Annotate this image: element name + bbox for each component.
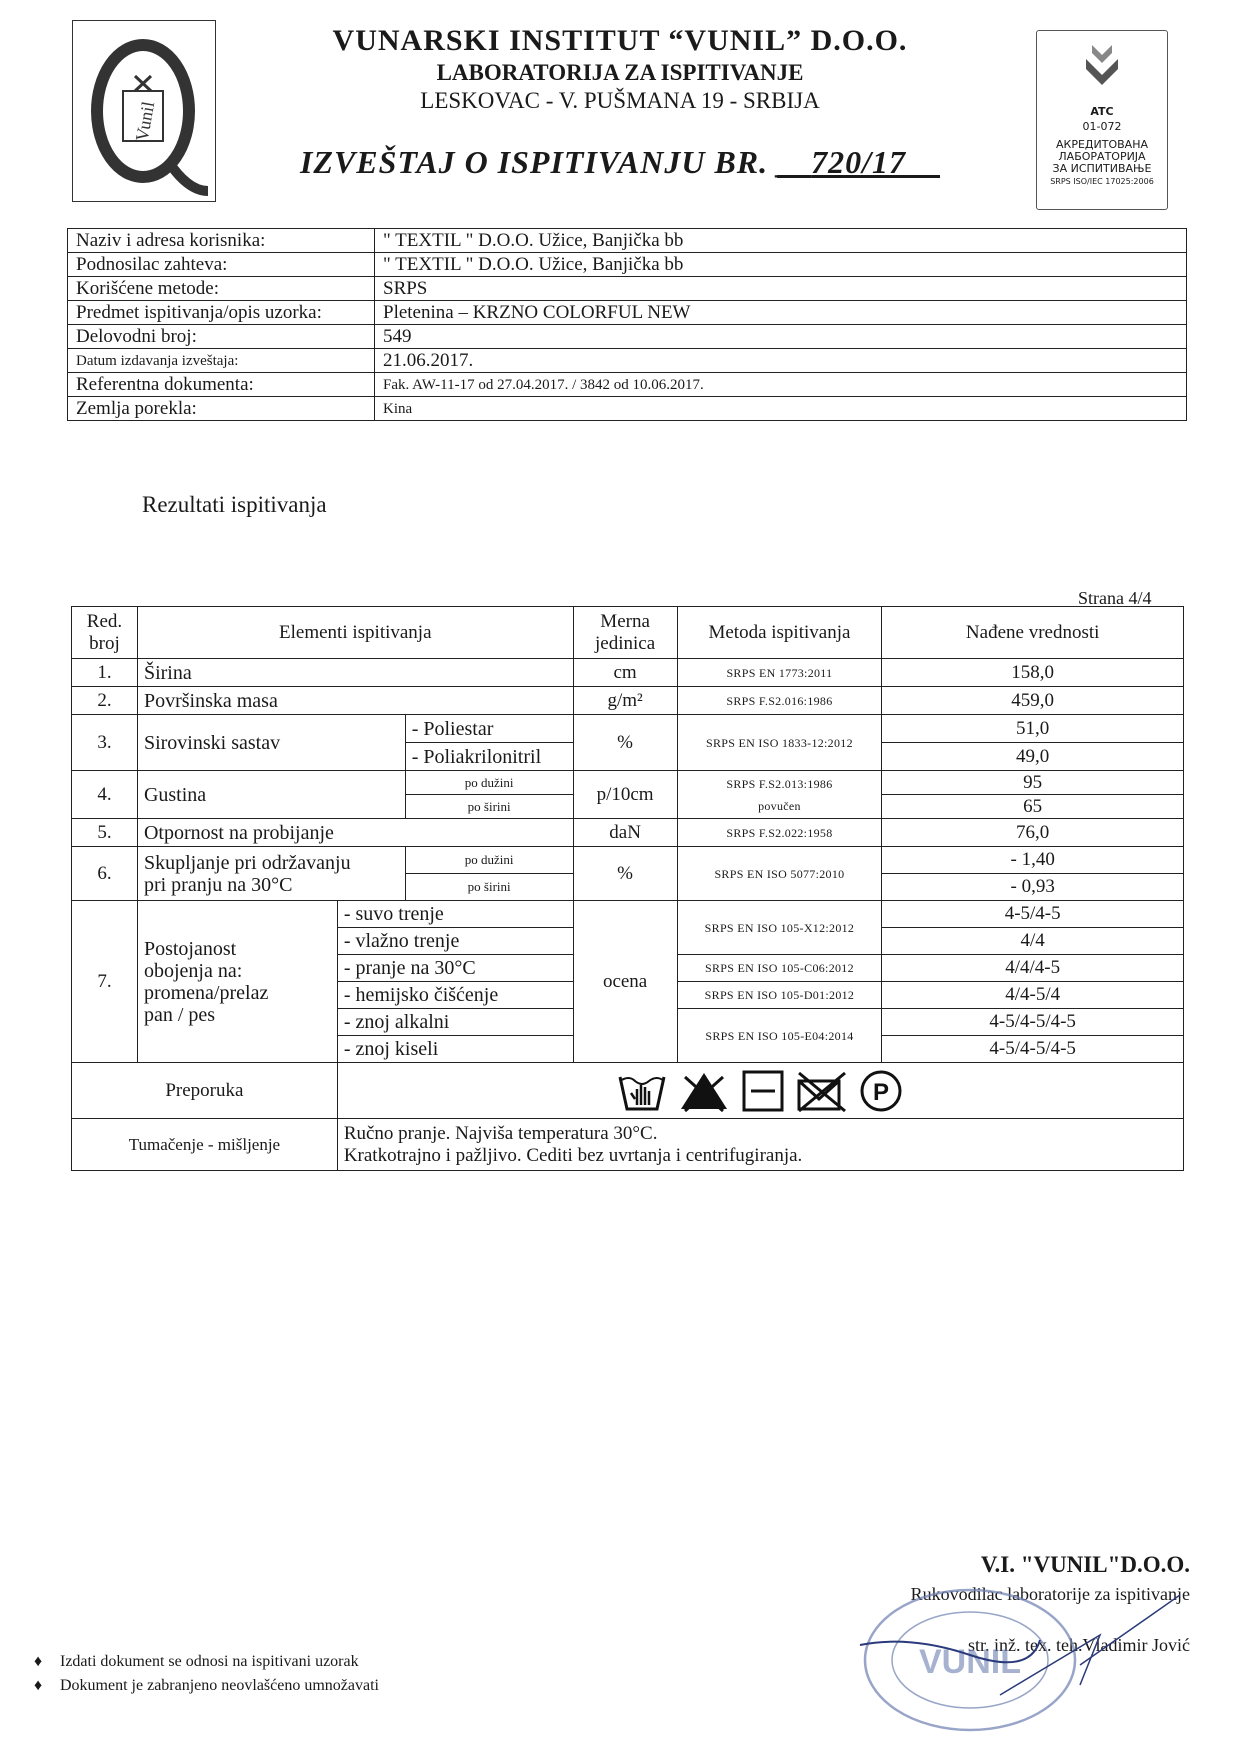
- table-row: 5. Otpornost na probijanje daN SRPS F.S2.022:1958 76,0: [72, 819, 1184, 847]
- table-row: 6. Skupljanje pri održavanju pri pranju na 30°C po dužini % SRPS EN ISO 5077:2010 - 1,40: [72, 847, 1184, 874]
- results-heading: Rezultati ispitivanja: [142, 492, 327, 517]
- svg-text:Vunil: Vunil: [131, 99, 159, 143]
- care-symbols-cell: [337, 1063, 1183, 1119]
- report-number: __720/17__: [777, 144, 941, 180]
- dry-flat-icon: [741, 1069, 785, 1113]
- atc-logo-icon: [1082, 39, 1122, 95]
- table-row: 7. Postojanost obojenja na: promena/prelaz pan / pes - suvo trenje ocena SRPS EN ISO 105-X12:2012 4-5/4-5: [72, 901, 1184, 928]
- info-row: Naziv i adresa korisnika: " TEXTIL " D.O.O. Užice, Banjička bb: [68, 229, 1187, 253]
- footer-note: ♦ Dokument je zabranjeno neovlašćeno umnožavati: [34, 1677, 379, 1694]
- col-unit-header: Merna jedinica: [573, 607, 677, 659]
- signature-role: Rukovodilac laboratorije za ispitivanje: [910, 1584, 1190, 1604]
- table-row: - znoj alkalni SRPS EN ISO 105-E04:2014 4-5/4-5/4-5: [72, 1009, 1184, 1036]
- table-row: 4. Gustina po dužini p/10cm SRPS F.S2.013:1986 povučen 95: [72, 771, 1184, 795]
- vunil-logo: [72, 20, 216, 202]
- institute-address: LESKOVAC - V. PUŠMANA 19 - SRBIJA: [420, 88, 820, 113]
- info-row: Zemlja porekla: Kina: [68, 397, 1187, 421]
- table-row: po širini 65: [72, 795, 1184, 819]
- table-row: - hemijsko čišćenje SRPS EN ISO 105-D01:2012 4/4-5/4: [72, 982, 1184, 1009]
- table-row: - Poliakrilonitril 49,0: [72, 743, 1184, 771]
- page-number: Strana 4/4: [1078, 588, 1152, 608]
- method-r4: SRPS F.S2.013:1986 povučen: [677, 771, 882, 819]
- info-row: Podnosilac zahteva: " TEXTIL " D.O.O. Užice, Banjička bb: [68, 253, 1187, 277]
- results-table: [71, 606, 1184, 1171]
- no-bleach-icon: [677, 1069, 731, 1113]
- professional-clean-p-icon: [859, 1069, 903, 1113]
- svg-text:P: P: [873, 1078, 890, 1106]
- atc-standard: SRPS ISO/IEC 17025:2006: [1050, 177, 1154, 186]
- report-title: IZVEŠTAJ O ISPITIVANJU BR. __720/17__: [299, 144, 941, 180]
- table-header-row: [72, 607, 1184, 659]
- hand-wash-icon: [617, 1069, 667, 1113]
- atc-code: 01-072: [1082, 120, 1122, 133]
- no-tumble-dry-icon: [795, 1069, 849, 1113]
- info-row: Datum izdavanja izveštaja: 21.06.2017.: [68, 349, 1187, 373]
- info-row: Korišćene metode: SRPS: [68, 277, 1187, 301]
- atc-text: АКРЕДИТОВАНА ЛАБОРАТОРИЈА ЗА ИСПИТИВАЊЕ: [1052, 138, 1152, 175]
- lab-name: LABORATORIJA ZA ISPITIVANJE: [436, 60, 804, 85]
- info-row: Referentna dokumenta: Fak. AW-11-17 od 27.04.2017. / 3842 od 10.06.2017.: [68, 373, 1187, 397]
- client-info-table: [67, 228, 1187, 421]
- opinion-label: Tumačenje - mišljenje: [72, 1119, 338, 1171]
- svg-text:VUNIL: VUNIL: [919, 1643, 1021, 1681]
- table-row: - znoj kiseli 4-5/4-5/4-5: [72, 1036, 1184, 1063]
- signature-name: str. inž. tex. teh.Vladimir Jović: [968, 1635, 1190, 1655]
- col-method-header: Metoda ispitivanja: [677, 607, 882, 659]
- table-row: - vlažno trenje 4/4: [72, 928, 1184, 955]
- accreditation-badge: [1036, 30, 1168, 210]
- table-row: 1. Širina cm SRPS EN 1773:2011 158,0: [72, 659, 1184, 687]
- table-row: 3. Sirovinski sastav - Poliestar % SRPS EN ISO 1833-12:2012 51,0: [72, 715, 1184, 743]
- table-row: - pranje na 30°C SRPS EN ISO 105-C06:2012 4/4/4-5: [72, 955, 1184, 982]
- col-elements-header: Elementi ispitivanja: [137, 607, 573, 659]
- recommendation-row: [72, 1063, 1184, 1119]
- table-row: po širini - 0,93: [72, 874, 1184, 901]
- report-header: [230, 24, 1010, 181]
- signature-company: V.I. "VUNIL"D.O.O.: [980, 1552, 1190, 1577]
- opinion-text: Ručno pranje. Najviša temperatura 30°C. Kratkotrajno i pažljivo. Cediti bez uvrtanja i centrifugiranja.: [337, 1119, 1183, 1171]
- institute-name: VUNARSKI INSTITUT “VUNIL” D.O.O.: [332, 24, 908, 57]
- shrinkage-label: Skupljanje pri održavanju pri pranju na 30°C: [137, 847, 405, 901]
- official-stamp: [850, 1575, 1180, 1745]
- colorfastness-label: Postojanost obojenja na: promena/prelaz pan / pes: [137, 901, 337, 1063]
- recommendation-label: Preporuka: [72, 1063, 338, 1119]
- opinion-row: [72, 1119, 1184, 1171]
- footer-note: ♦ Izdati dokument se odnosi na ispitivani uzorak: [34, 1653, 359, 1670]
- col-values-header: Nađene vrednosti: [882, 607, 1184, 659]
- table-row: 2. Površinska masa g/m² SRPS F.S2.016:1986 459,0: [72, 687, 1184, 715]
- info-row: Delovodni broj: 549: [68, 325, 1187, 349]
- col-no-header: Red. broj: [72, 607, 138, 659]
- info-row: Predmet ispitivanja/opis uzorka: Pletenina – KRZNO COLORFUL NEW: [68, 301, 1187, 325]
- footer-notes: [34, 1650, 379, 1698]
- atc-label: ATC: [1090, 105, 1114, 118]
